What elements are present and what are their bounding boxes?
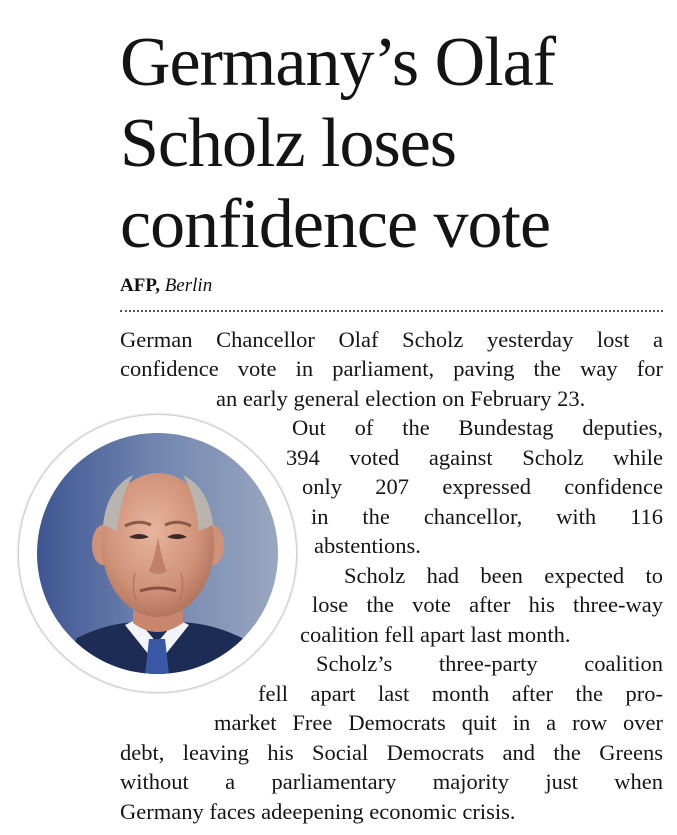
body-line-12: Scholz’s three-party coalition: [316, 651, 663, 676]
body-line-10: lose the vote after his three-way: [312, 592, 663, 617]
dotted-divider: [120, 310, 663, 312]
body-line-4: Out of the Bundestag deputies,: [292, 415, 663, 440]
body-line-9: Scholz had been expected to: [344, 563, 663, 588]
body-line-13: fell apart last month after the pro-: [258, 681, 663, 706]
headline-line-1: Germany’s Olaf: [120, 24, 556, 101]
headline-line-3: confidence vote: [120, 186, 551, 263]
body-line-17: Germany faces adeepening economic crisis.: [120, 799, 516, 824]
body-line-5: 394 voted against Scholz while: [286, 445, 663, 470]
body-line-15: debt, leaving his Social Democrats and the Greens: [120, 740, 663, 765]
body-line-8: abstentions.: [314, 533, 421, 558]
body-line-7: in the chancellor, with 116: [311, 504, 663, 529]
scholz-portrait: [18, 414, 297, 693]
body-line-14: market Free Democrats quit in a row over: [214, 710, 663, 735]
byline: [120, 274, 212, 298]
byline-agency: AFP,: [120, 275, 160, 296]
body-line-3: an early general election on February 23.: [216, 386, 586, 411]
body-line-2: confidence vote in parliament, paving the way for: [120, 356, 663, 381]
headline-line-2: Scholz loses: [120, 105, 457, 182]
byline-city: Berlin: [164, 275, 213, 296]
body-line-11: coalition fell apart last month.: [300, 622, 571, 647]
portrait-photo-icon: [37, 433, 278, 674]
body-line-16: without a parliamentary majority just when: [120, 769, 663, 794]
body-line-6: only 207 expressed confidence: [302, 474, 663, 499]
headline: [120, 22, 670, 265]
body-line-1: German Chancellor Olaf Scholz yesterday lost a: [120, 327, 663, 352]
